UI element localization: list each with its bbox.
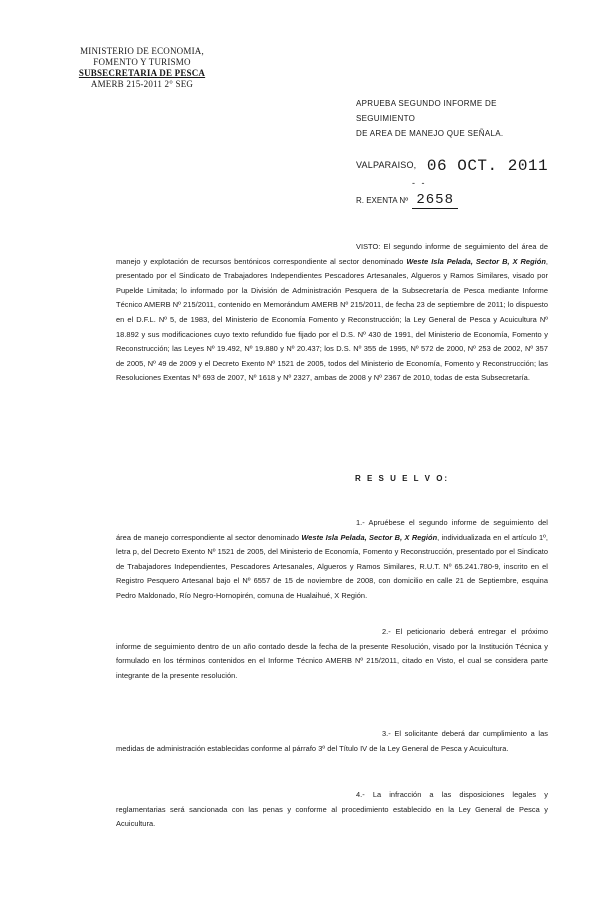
subject-line-2: DE AREA DE MANEJO QUE SEÑALA. bbox=[356, 129, 504, 138]
item-1-lead: 1.- Apruébese el segundo informe de seguimiento del área de manejo correspondiente al sector denominado bbox=[116, 518, 548, 542]
visto-sector: Weste Isla Pelada, Sector B, X Región bbox=[406, 256, 546, 266]
ministry-name: MINISTERIO DE ECONOMIA, bbox=[80, 46, 204, 56]
ministry-header bbox=[72, 46, 212, 90]
resuelvo-item-3: 3.- El solicitante deberá dar cumplimiento a las medidas de administración establecidas conforme al párrafo 3º del Título IV de la Ley General de Pesca y Acuicultura. bbox=[116, 729, 548, 753]
resuelvo-item-2: 2.- El peticionario deberá entregar el próximo informe de seguimiento dentro de un año contado desde la fecha de la presente Resolución, visado por la Institución Técnica y formulado en los términos contenidos en el Informe Técnico AMERB Nº 215/2011, citado en Visto, el cual se considera parte integrante de la presente resolución. bbox=[116, 627, 548, 680]
resuelvo-item-1 bbox=[116, 516, 548, 604]
item-1-sector: Weste Isla Pelada, Sector B, X Región bbox=[301, 532, 438, 542]
exenta-label: R. EXENTA Nº bbox=[356, 196, 409, 205]
resolution-subject bbox=[356, 96, 546, 141]
resuelvo-item-4: 4.- La infracción a las disposiciones legales y reglamentarias será sancionada con las penas y conforme al procedimiento establecido en la Ley General de Pesca y Acuicultura. bbox=[116, 790, 548, 829]
visto-paragraph bbox=[116, 240, 548, 386]
exenta-line bbox=[356, 192, 546, 208]
date-stamp: 06 OCT. 2011 bbox=[426, 157, 549, 175]
ministry-portfolio: FOMENTO Y TURISMO bbox=[93, 57, 191, 67]
resuelvo-heading: R E S U E L V O: bbox=[355, 474, 450, 483]
subsecretaria-name: SUBSECRETARIA DE PESCA bbox=[78, 68, 206, 78]
visto-lead: VISTO: El segundo informe de seguimiento del área de manejo y explotación de recursos bentónicos correspondiente al sector denominado bbox=[116, 242, 548, 266]
date-dashes: - - bbox=[412, 178, 427, 188]
item-1-rest: , individualizada en el artículo 1º, letra p, del Decreto Exento Nº 1521 de 2005, del Ministerio de Economía, Fomento y Reconstrucción, presentado por el Sindicato de Trabajadores Independientes, Pescadores Artesanales, Algueros y Ramos Similares, R.U.T. Nº 65.241.780-9, inscrito en el Registro Pesquero Artesanal bajo el Nº 6557 de 15 de noviembre de 2008, con domicilio en calle 21 de Septiembre, esquina Pedro Maldonado, Río Negro-Hornopirén, comuna de Hualaihué, X Región. bbox=[116, 532, 548, 600]
file-reference: AMERB 215-2011 2° SEG bbox=[90, 79, 194, 89]
city: VALPARAISO, bbox=[356, 160, 417, 170]
place-and-date bbox=[356, 157, 549, 175]
exenta-number: 2658 bbox=[412, 192, 458, 209]
subject-line-1: APRUEBA SEGUNDO INFORME DE SEGUIMIENTO bbox=[356, 99, 497, 123]
visto-rest: , presentado por el Sindicato de Trabajadores Independientes Pescadores Artesanales, Algueros y Ramos Similares, visado por Pupelde Limitada; lo informado por la División de Administración Pesquera de la Subsecretaría de Pesca mediante Informe Técnico AMERB Nº 215/2011, contenido en Memorándum AMERB Nº 215/2011, de fecha 23 de septiembre de 2011; lo dispuesto en el D.F.L. Nº 5, de 1983, del Ministerio de Economía Fomento y Reconstrucción; la Ley General de Pesca y Acuicultura Nº 18.892 y sus modificaciones cuyo texto refundido fue fijado por el D.S. Nº 430 de 1991, del Ministerio de Economía, Fomento y Reconstrucción; las Leyes Nº 19.492, Nº 19.880 y Nº 20.437; los D.S. Nº 355 de 1995, Nº 572 de 2000, Nº 253 de 2002, Nº 357 de 2005, Nº 49 de 2009 y el Decreto Exento Nº 1521 de 2005, todos del Ministerio de Economía, Fomento y Reconstrucción; las Resoluciones Exentas Nº 693 de 2007, Nº 1618 y Nº 2327, ambas de 2008 y Nº 2367 de 2010, todas de esta Subsecretaría. bbox=[116, 256, 548, 383]
